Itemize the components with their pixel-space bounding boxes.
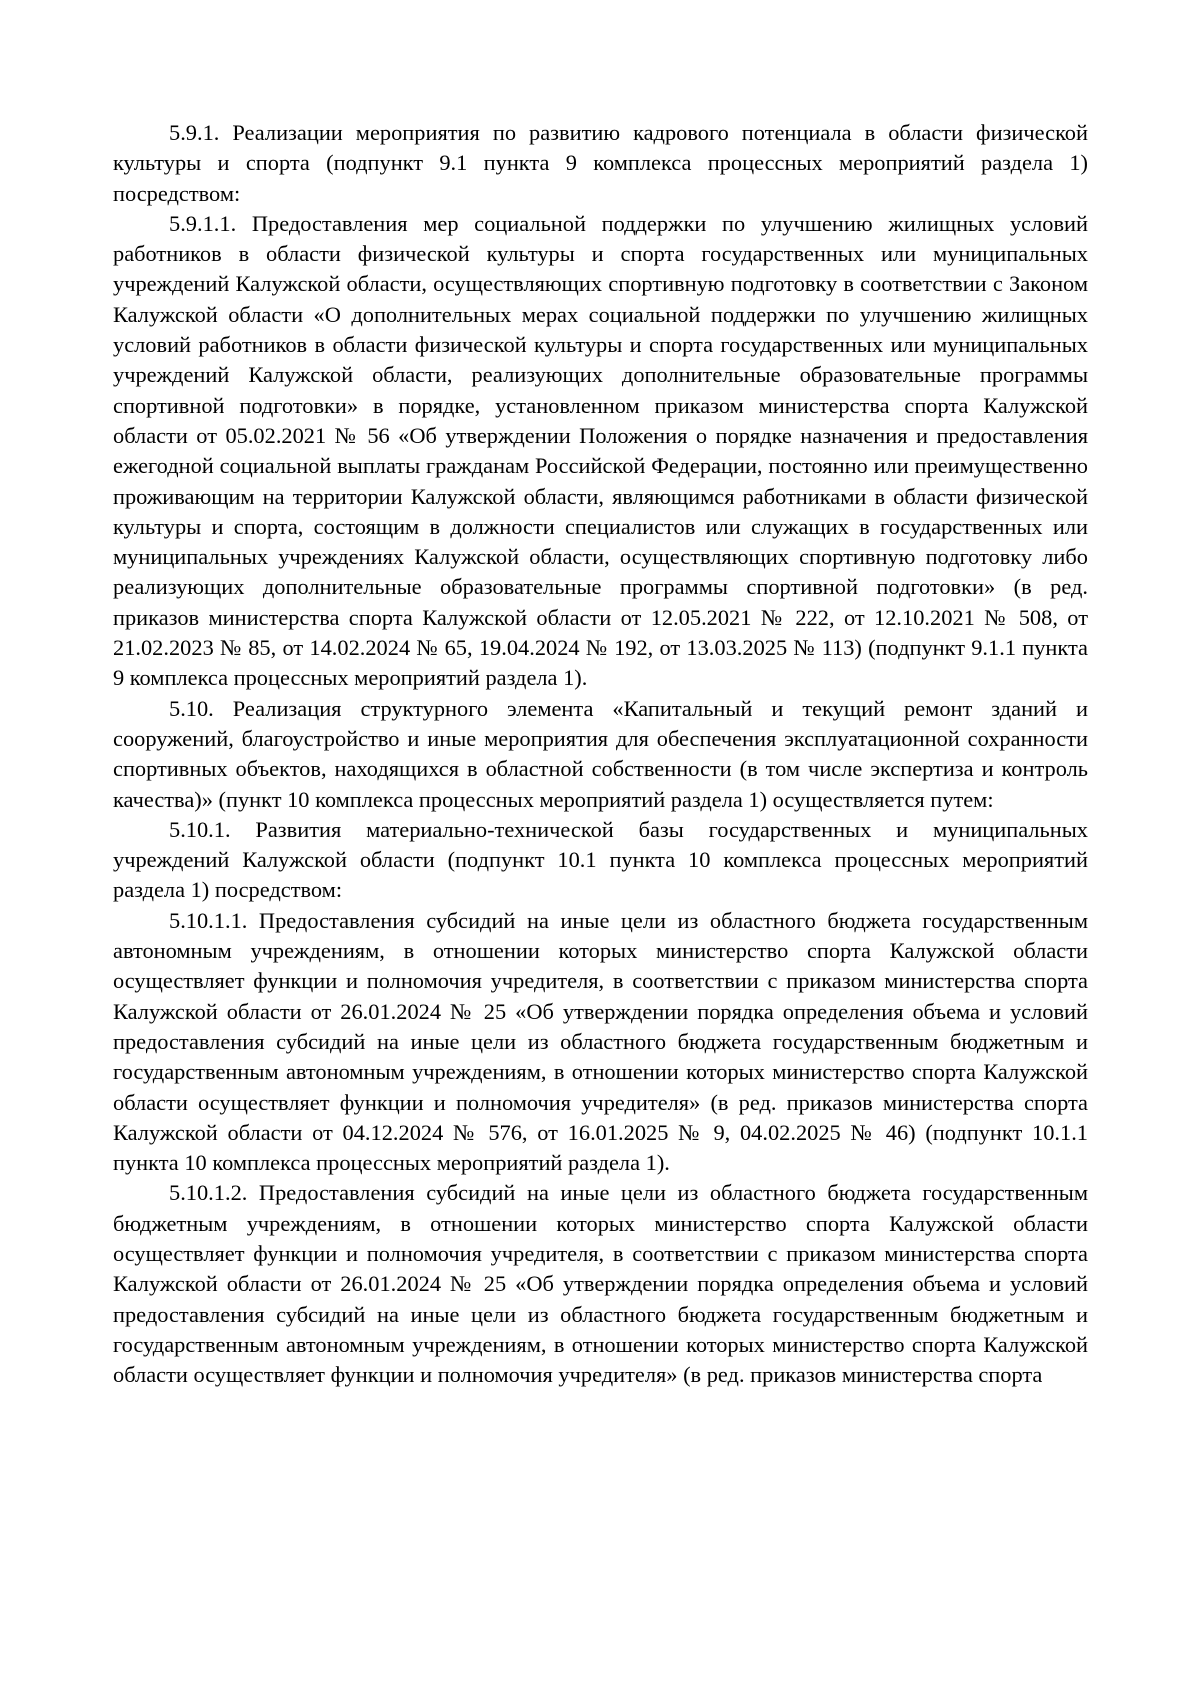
paragraph-5-10-1-1: 5.10.1.1. Предоставления субсидий на иные цели из областного бюджета государственным автономным учреждениям, в отношении которых министерство спорта Калужской области осуществляет функции и полномочия учредителя, в соответствии с приказом министерства спорта Калужской области от 26.01.2024 № 25 «Об утверждении порядка определения объема и условий предоставления субсидий на иные цели из областного бюджета государственным бюджетным и государственным автономным учреждениям, в отношении которых министерство спорта Калужской области осуществляет функции и полномочия учредителя» (в ред. приказов министерства спорта Калужской области от 04.12.2024 № 576, от 16.01.2025 № 9, 04.02.2025 № 46) (подпункт 10.1.1 пункта 10 комплекса процессных мероприятий раздела 1). (113, 907, 1088, 1176)
paragraph-5-9-1-1: 5.9.1.1. Предоставления мер социальной поддержки по улучшению жилищных условий работников в области физической культуры и спорта государственных или муниципальных учреждений Калужской области, осуществляющих спортивную подготовку в соответствии с Законом Калужской области «О дополнительных мерах социальной поддержки по улучшению жилищных условий работников в области физической культуры и спорта государственных или муниципальных учреждений Калужской области, реализующих дополнительные образовательные программы спортивной подготовки» в порядке, установленном приказом министерства спорта Калужской области от 05.02.2021 № 56 «Об утверждении Положения о порядке назначения и предоставления ежегодной социальной выплаты гражданам Российской Федерации, постоянно или преимущественно проживающим на территории Калужской области, являющимся работниками в области физической культуры и спорта, состоящим в должности специалистов или служащих в государственных или муниципальных учреждениях Калужской области, осуществляющих спортивную подготовку либо реализующих дополнительные образовательные программы спортивной подготовки» (в ред. приказов министерства спорта Калужской области от 12.05.2021 № 222, от 12.10.2021 № 508, от 21.02.2023 № 85, от 14.02.2024 № 65, 19.04.2024 № 192, от 13.03.2025 № 113) (подпункт 9.1.1 пункта 9 комплекса процессных мероприятий раздела 1). (113, 210, 1088, 691)
paragraph-5-10: 5.10. Реализация структурного элемента «Капитальный и текущий ремонт зданий и сооружений, благоустройство и иные мероприятия для обеспечения эксплуатационной сохранности спортивных объектов, находящихся в областной собственности (в том числе экспертиза и контроль качества)» (пункт 10 комплекса процессных мероприятий раздела 1) осуществляется путем: (113, 695, 1088, 812)
document-page (113, 118, 1088, 1390)
paragraph-5-9-1: 5.9.1. Реализации мероприятия по развитию кадрового потенциала в области физической культуры и спорта (подпункт 9.1 пункта 9 комплекса процессных мероприятий раздела 1) посредством: (113, 120, 1088, 206)
paragraph-5-10-1-2: 5.10.1.2. Предоставления субсидий на иные цели из областного бюджета государственным бюджетным учреждениям, в отношении которых министерство спорта Калужской области осуществляет функции и полномочия учредителя, в соответствии с приказом министерства спорта Калужской области от 26.01.2024 № 25 «Об утверждении порядка определения объема и условий предоставления субсидий на иные цели из областного бюджета государственным бюджетным и государственным автономным учреждениям, в отношении которых министерство спорта Калужской области осуществляет функции и полномочия учредителя» (в ред. приказов министерства спорта (113, 1180, 1088, 1388)
paragraph-5-10-1: 5.10.1. Развития материально-технической базы государственных и муниципальных учреждений Калужской области (подпункт 10.1 пункта 10 комплекса процессных мероприятий раздела 1) посредством: (113, 816, 1088, 903)
